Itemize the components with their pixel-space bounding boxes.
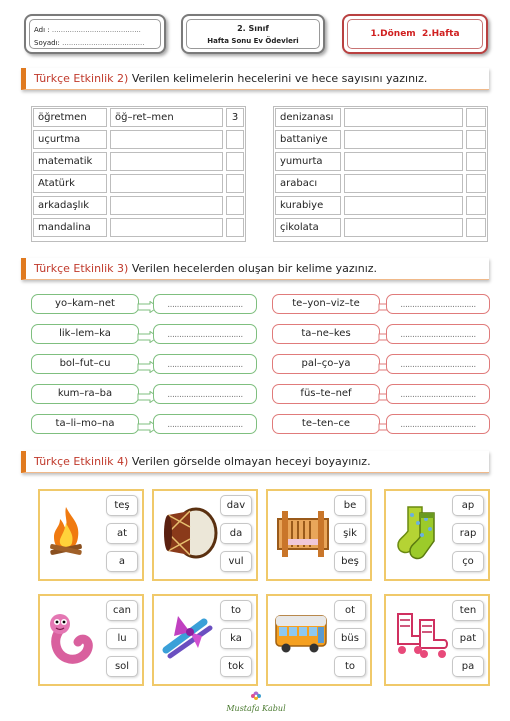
- section-2-title: Türkçe Etkinlik 2) Verilen kelimelerin hecelerini ve hece sayısını yazınız.: [21, 68, 489, 90]
- word-cell: denizanası: [275, 108, 341, 127]
- syllable-option[interactable]: ap: [452, 495, 484, 516]
- syllable-group: bol–fut–cu: [31, 354, 139, 374]
- syllable-group: pal–ço–ya: [272, 354, 380, 374]
- syllable-answer-field[interactable]: [110, 130, 223, 149]
- word-answer-field[interactable]: [153, 354, 257, 374]
- dotted-line: ................................: [400, 300, 476, 310]
- syllable-group: lik–lem–ka: [31, 324, 139, 344]
- syllable-option[interactable]: sol: [106, 656, 138, 677]
- syllable-option[interactable]: büs: [334, 628, 366, 649]
- syllable-group: te–ten–ce: [272, 414, 380, 434]
- fire-icon: [46, 505, 106, 567]
- word-cell: uçurtma: [33, 130, 107, 149]
- student-info-box: [24, 14, 166, 54]
- syllable-group: te–yon–viz–te: [272, 294, 380, 314]
- homework-title: Hafta Sonu Ev Ödevleri: [207, 37, 299, 45]
- syllable-option[interactable]: can: [106, 600, 138, 621]
- surname-label: Soyadı: .....................................: [34, 39, 145, 47]
- syllable-count-field[interactable]: [466, 218, 486, 237]
- syllable-option[interactable]: a: [106, 551, 138, 572]
- word-answer-field[interactable]: [386, 354, 490, 374]
- syllable-group: yo–kam–net: [31, 294, 139, 314]
- syllable-group: ta–li–mo–na: [31, 414, 139, 434]
- syllable-option[interactable]: ka: [220, 628, 252, 649]
- signature-text: Mustafa Kabul: [226, 704, 286, 713]
- syllable-option[interactable]: da: [220, 523, 252, 544]
- syllable-option[interactable]: vul: [220, 551, 252, 572]
- dotted-line: ................................: [400, 360, 476, 370]
- roller-skates-icon: [392, 610, 452, 672]
- drum-icon: [160, 505, 220, 567]
- word-cell: arabacı: [275, 174, 341, 193]
- syllable-count-field[interactable]: [226, 130, 244, 149]
- syllable-count-field[interactable]: [466, 196, 486, 215]
- word-cell: mandalina: [33, 218, 107, 237]
- flower-icon: [249, 690, 263, 702]
- picture-card: [152, 594, 258, 686]
- word-cell: arkadaşlık: [33, 196, 107, 215]
- syllable-group: kum–ra–ba: [31, 384, 139, 404]
- word-cell: matematik: [33, 152, 107, 171]
- worm-icon: [46, 610, 106, 672]
- dotted-line: ................................: [167, 390, 243, 400]
- syllable-option[interactable]: beş: [334, 551, 366, 572]
- period-box: [342, 14, 488, 54]
- syllable-count-field[interactable]: [466, 152, 486, 171]
- syllable-count-field[interactable]: [226, 174, 244, 193]
- syllable-option[interactable]: be: [334, 495, 366, 516]
- syllable-option[interactable]: at: [106, 523, 138, 544]
- word-answer-field[interactable]: [153, 384, 257, 404]
- syllable-answer-field[interactable]: [344, 196, 463, 215]
- word-answer-field[interactable]: [386, 324, 490, 344]
- syllable-answer-field[interactable]: [110, 218, 223, 237]
- word-cell: yumurta: [275, 152, 341, 171]
- syllable-answer-field[interactable]: [344, 130, 463, 149]
- syllable-option[interactable]: lu: [106, 628, 138, 649]
- picture-card: [152, 489, 258, 581]
- syllable-count-field[interactable]: [226, 152, 244, 171]
- syllable-answer-field[interactable]: [110, 152, 223, 171]
- dotted-line: ................................: [167, 330, 243, 340]
- dotted-line: ................................: [167, 300, 243, 310]
- picture-card: [266, 594, 372, 686]
- picture-card: [38, 594, 144, 686]
- dotted-line: ................................: [400, 420, 476, 430]
- word-cell: öğretmen: [33, 108, 107, 127]
- syllable-option[interactable]: ot: [334, 600, 366, 621]
- syllable-group: füs–te–nef: [272, 384, 380, 404]
- picture-card: [266, 489, 372, 581]
- grade-label: 2. Sınıf: [237, 24, 269, 33]
- word-answer-field[interactable]: [386, 414, 490, 434]
- word-answer-field[interactable]: [386, 384, 490, 404]
- word-cell: Atatürk: [33, 174, 107, 193]
- syllable-option[interactable]: teş: [106, 495, 138, 516]
- word-cell: kurabiye: [275, 196, 341, 215]
- name-label: Adı : ........................................: [34, 26, 141, 34]
- syllable-group: ta–ne–kes: [272, 324, 380, 344]
- syllable-option[interactable]: şik: [334, 523, 366, 544]
- syllable-count-field[interactable]: [226, 218, 244, 237]
- syllable-answer-field[interactable]: [344, 108, 463, 127]
- syllable-answer-field[interactable]: [110, 174, 223, 193]
- bus-icon: [274, 610, 334, 672]
- dotted-line: ................................: [167, 420, 243, 430]
- syllable-count-field[interactable]: [226, 196, 244, 215]
- syllable-option[interactable]: to: [334, 656, 366, 677]
- syllable-count-field[interactable]: [466, 174, 486, 193]
- syllable-option[interactable]: pa: [452, 656, 484, 677]
- picture-card: [38, 489, 144, 581]
- picture-card: [384, 489, 490, 581]
- syllable-count-field[interactable]: [466, 130, 486, 149]
- section-3-title: Türkçe Etkinlik 3) Verilen hecelerden oluşan bir kelime yazınız.: [21, 258, 489, 280]
- word-answer-field[interactable]: [386, 294, 490, 314]
- syllable-count-field: 3: [226, 108, 244, 127]
- dotted-line: ................................: [400, 390, 476, 400]
- syllable-option[interactable]: dav: [220, 495, 252, 516]
- crib-icon: [274, 505, 334, 567]
- word-answer-field[interactable]: [153, 414, 257, 434]
- word-cell: çikolata: [275, 218, 341, 237]
- syllable-option[interactable]: to: [220, 600, 252, 621]
- socks-icon: [392, 505, 452, 567]
- syllable-option[interactable]: pat: [452, 628, 484, 649]
- word-answer-field[interactable]: [153, 294, 257, 314]
- syllable-answer-field[interactable]: [344, 152, 463, 171]
- picture-card: [384, 594, 490, 686]
- word-answer-field[interactable]: [153, 324, 257, 344]
- syllable-option[interactable]: ten: [452, 600, 484, 621]
- syllable-answer-field[interactable]: [344, 174, 463, 193]
- syllable-answer-field[interactable]: [344, 218, 463, 237]
- syllable-option[interactable]: tok: [220, 656, 252, 677]
- syllable-answer-field: öğ–ret–men: [110, 108, 223, 127]
- dotted-line: ................................: [167, 360, 243, 370]
- title-box: [181, 14, 325, 54]
- syllable-count-field[interactable]: [466, 108, 486, 127]
- word-cell: battaniye: [275, 130, 341, 149]
- section-4-title: Türkçe Etkinlik 4) Verilen görselde olmayan heceyi boyayınız.: [21, 451, 489, 473]
- hair-clip-icon: [160, 610, 220, 672]
- syllable-option[interactable]: rap: [452, 523, 484, 544]
- dotted-line: ................................: [400, 330, 476, 340]
- syllable-answer-field[interactable]: [110, 196, 223, 215]
- syllable-option[interactable]: ço: [452, 551, 484, 572]
- signature-logo: [226, 687, 286, 715]
- period-label: 1.Dönem 2.Hafta: [370, 29, 460, 39]
